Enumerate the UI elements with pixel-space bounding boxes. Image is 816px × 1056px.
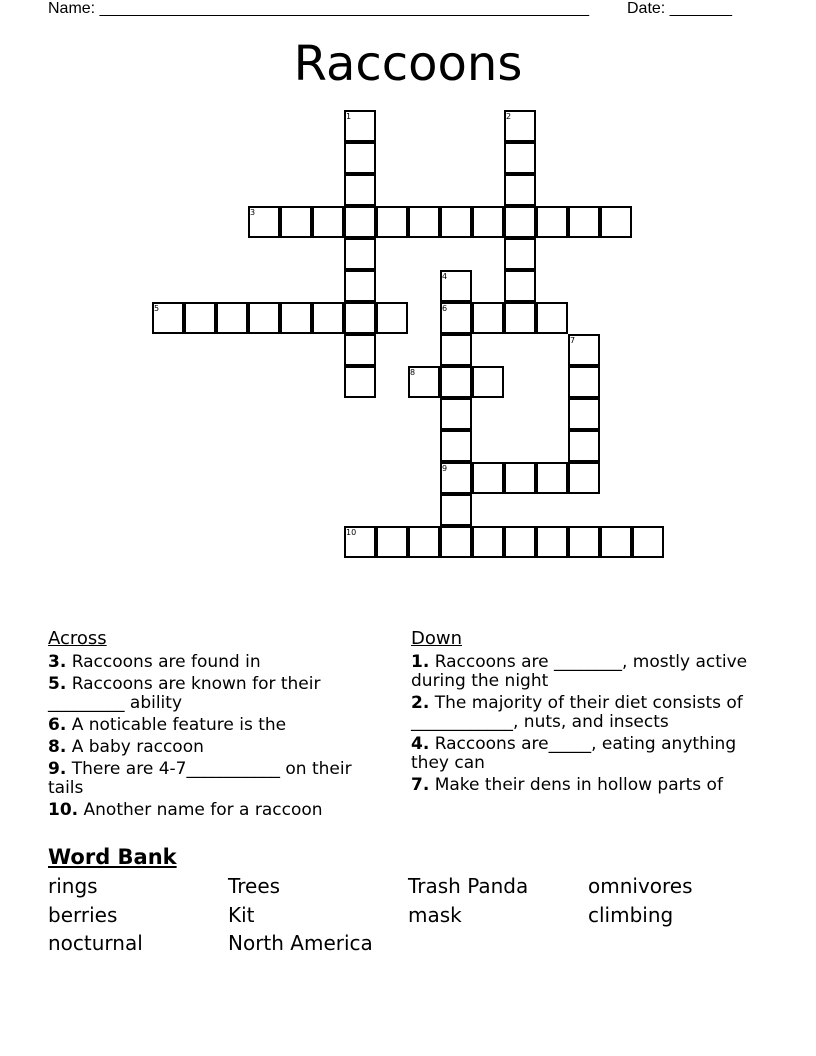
grid-cell[interactable]: [600, 206, 632, 238]
grid-cell[interactable]: [472, 302, 504, 334]
clue-item: [48, 653, 388, 672]
grid-cell[interactable]: [280, 302, 312, 334]
clue-text: Raccoons are found in: [71, 652, 261, 672]
grid-cell[interactable]: [344, 238, 376, 270]
across-heading: Across: [48, 628, 107, 649]
grid-cell[interactable]: [536, 302, 568, 334]
clue-item: [411, 776, 751, 795]
grid-cell[interactable]: [344, 142, 376, 174]
grid-cell[interactable]: [472, 462, 504, 494]
clue-number: 2.: [411, 693, 430, 713]
clue-number: 7.: [411, 775, 430, 795]
word-bank-word: omnivores: [588, 874, 693, 898]
clue-number: 10.: [48, 800, 79, 820]
grid-cell[interactable]: [312, 206, 344, 238]
grid-cell[interactable]: [440, 366, 472, 398]
clue-number-label: 3: [250, 208, 256, 217]
grid-cell[interactable]: [376, 206, 408, 238]
grid-cell[interactable]: [504, 462, 536, 494]
grid-cell[interactable]: [504, 270, 536, 302]
clue-number: 1.: [411, 652, 430, 672]
grid-cell[interactable]: [440, 526, 472, 558]
grid-cell[interactable]: [568, 206, 600, 238]
grid-cell[interactable]: [504, 174, 536, 206]
date-label: Date: _______: [627, 0, 732, 17]
clue-item: [48, 801, 388, 820]
clue-number-label: 7: [570, 336, 576, 345]
grid-cell[interactable]: [504, 142, 536, 174]
grid-cell[interactable]: [536, 462, 568, 494]
grid-cell[interactable]: [440, 206, 472, 238]
clue-item: [48, 675, 388, 713]
clue-text: Make their dens in hollow parts of: [434, 775, 723, 795]
word-bank-word: North America: [228, 931, 373, 955]
grid-cell[interactable]: [504, 206, 536, 238]
grid-cell[interactable]: [280, 206, 312, 238]
clue-item: [48, 760, 388, 798]
clue-number: 8.: [48, 737, 67, 757]
grid-cell[interactable]: [216, 302, 248, 334]
grid-cell[interactable]: [440, 430, 472, 462]
grid-cell[interactable]: [376, 302, 408, 334]
clue-text: Raccoons are ________, mostly active during the night: [411, 652, 748, 691]
clue-number-label: 2: [506, 112, 512, 121]
clue-number: 6.: [48, 715, 67, 735]
grid-cell[interactable]: [408, 206, 440, 238]
clue-number: 9.: [48, 759, 67, 779]
clue-number: 5.: [48, 674, 67, 694]
grid-cell[interactable]: [344, 270, 376, 302]
clue-text: The majority of their diet consists of ____________, nuts, and insects: [411, 693, 743, 732]
clue-item: [48, 738, 388, 757]
word-bank-word: climbing: [588, 903, 674, 927]
clue-number: 3.: [48, 652, 67, 672]
grid-cell[interactable]: [536, 526, 568, 558]
grid-cell[interactable]: [344, 334, 376, 366]
grid-cell[interactable]: [568, 526, 600, 558]
grid-cell[interactable]: [632, 526, 664, 558]
clue-item: [411, 653, 751, 691]
clue-number-label: 1: [346, 112, 352, 121]
grid-cell[interactable]: [312, 302, 344, 334]
grid-cell[interactable]: [408, 526, 440, 558]
down-heading: Down: [411, 628, 463, 649]
clue-number-label: 9: [442, 464, 448, 473]
word-bank-word: Trees: [228, 874, 281, 898]
grid-cell[interactable]: [600, 526, 632, 558]
grid-cell[interactable]: [472, 526, 504, 558]
grid-cell[interactable]: [504, 238, 536, 270]
grid-cell[interactable]: [376, 526, 408, 558]
down-clues: [411, 628, 751, 798]
clue-text: Raccoons are_____, eating anything they can: [411, 734, 737, 773]
word-bank-word: berries: [48, 903, 118, 927]
name-label: Name: _______________________________________________________: [48, 0, 589, 17]
grid-cell[interactable]: [472, 206, 504, 238]
clue-text: A baby raccoon: [71, 737, 204, 757]
clue-text: There are 4-7___________ on their tails: [48, 759, 352, 798]
grid-cell[interactable]: [344, 302, 376, 334]
grid-cell[interactable]: [504, 526, 536, 558]
clue-text: Raccoons are known for their _________ ability: [48, 674, 321, 713]
clue-item: [48, 716, 388, 735]
clue-item: [411, 735, 751, 773]
grid-cell[interactable]: [568, 430, 600, 462]
grid-cell[interactable]: [440, 398, 472, 430]
across-clues: [48, 628, 388, 823]
clue-number-label: 6: [442, 304, 448, 313]
grid-cell[interactable]: [440, 494, 472, 526]
grid-cell[interactable]: [568, 366, 600, 398]
grid-cell[interactable]: [344, 174, 376, 206]
grid-cell[interactable]: [184, 302, 216, 334]
grid-cell[interactable]: [344, 366, 376, 398]
word-bank-word: Trash Panda: [408, 874, 529, 898]
clue-text: Another name for a raccoon: [83, 800, 323, 820]
clue-number-label: 8: [410, 368, 416, 377]
grid-cell[interactable]: [504, 302, 536, 334]
word-bank-word: mask: [408, 903, 462, 927]
word-bank-word: nocturnal: [48, 931, 143, 955]
grid-cell[interactable]: [440, 334, 472, 366]
word-bank-title: Word Bank: [48, 845, 177, 869]
clue-number-label: 10: [346, 528, 357, 537]
clue-text: A noticable feature is the: [71, 715, 287, 735]
clue-item: [411, 694, 751, 732]
grid-cell[interactable]: [344, 206, 376, 238]
clue-number-label: 4: [442, 272, 448, 281]
grid-cell[interactable]: [248, 302, 280, 334]
grid-cell[interactable]: [472, 366, 504, 398]
word-bank-word: Kit: [228, 903, 255, 927]
clue-number: 4.: [411, 734, 430, 754]
page-title: Raccoons: [293, 36, 523, 92]
grid-cell[interactable]: [568, 462, 600, 494]
word-bank-word: rings: [48, 874, 98, 898]
grid-cell[interactable]: [536, 206, 568, 238]
grid-cell[interactable]: [568, 398, 600, 430]
clue-number-label: 5: [154, 304, 160, 313]
